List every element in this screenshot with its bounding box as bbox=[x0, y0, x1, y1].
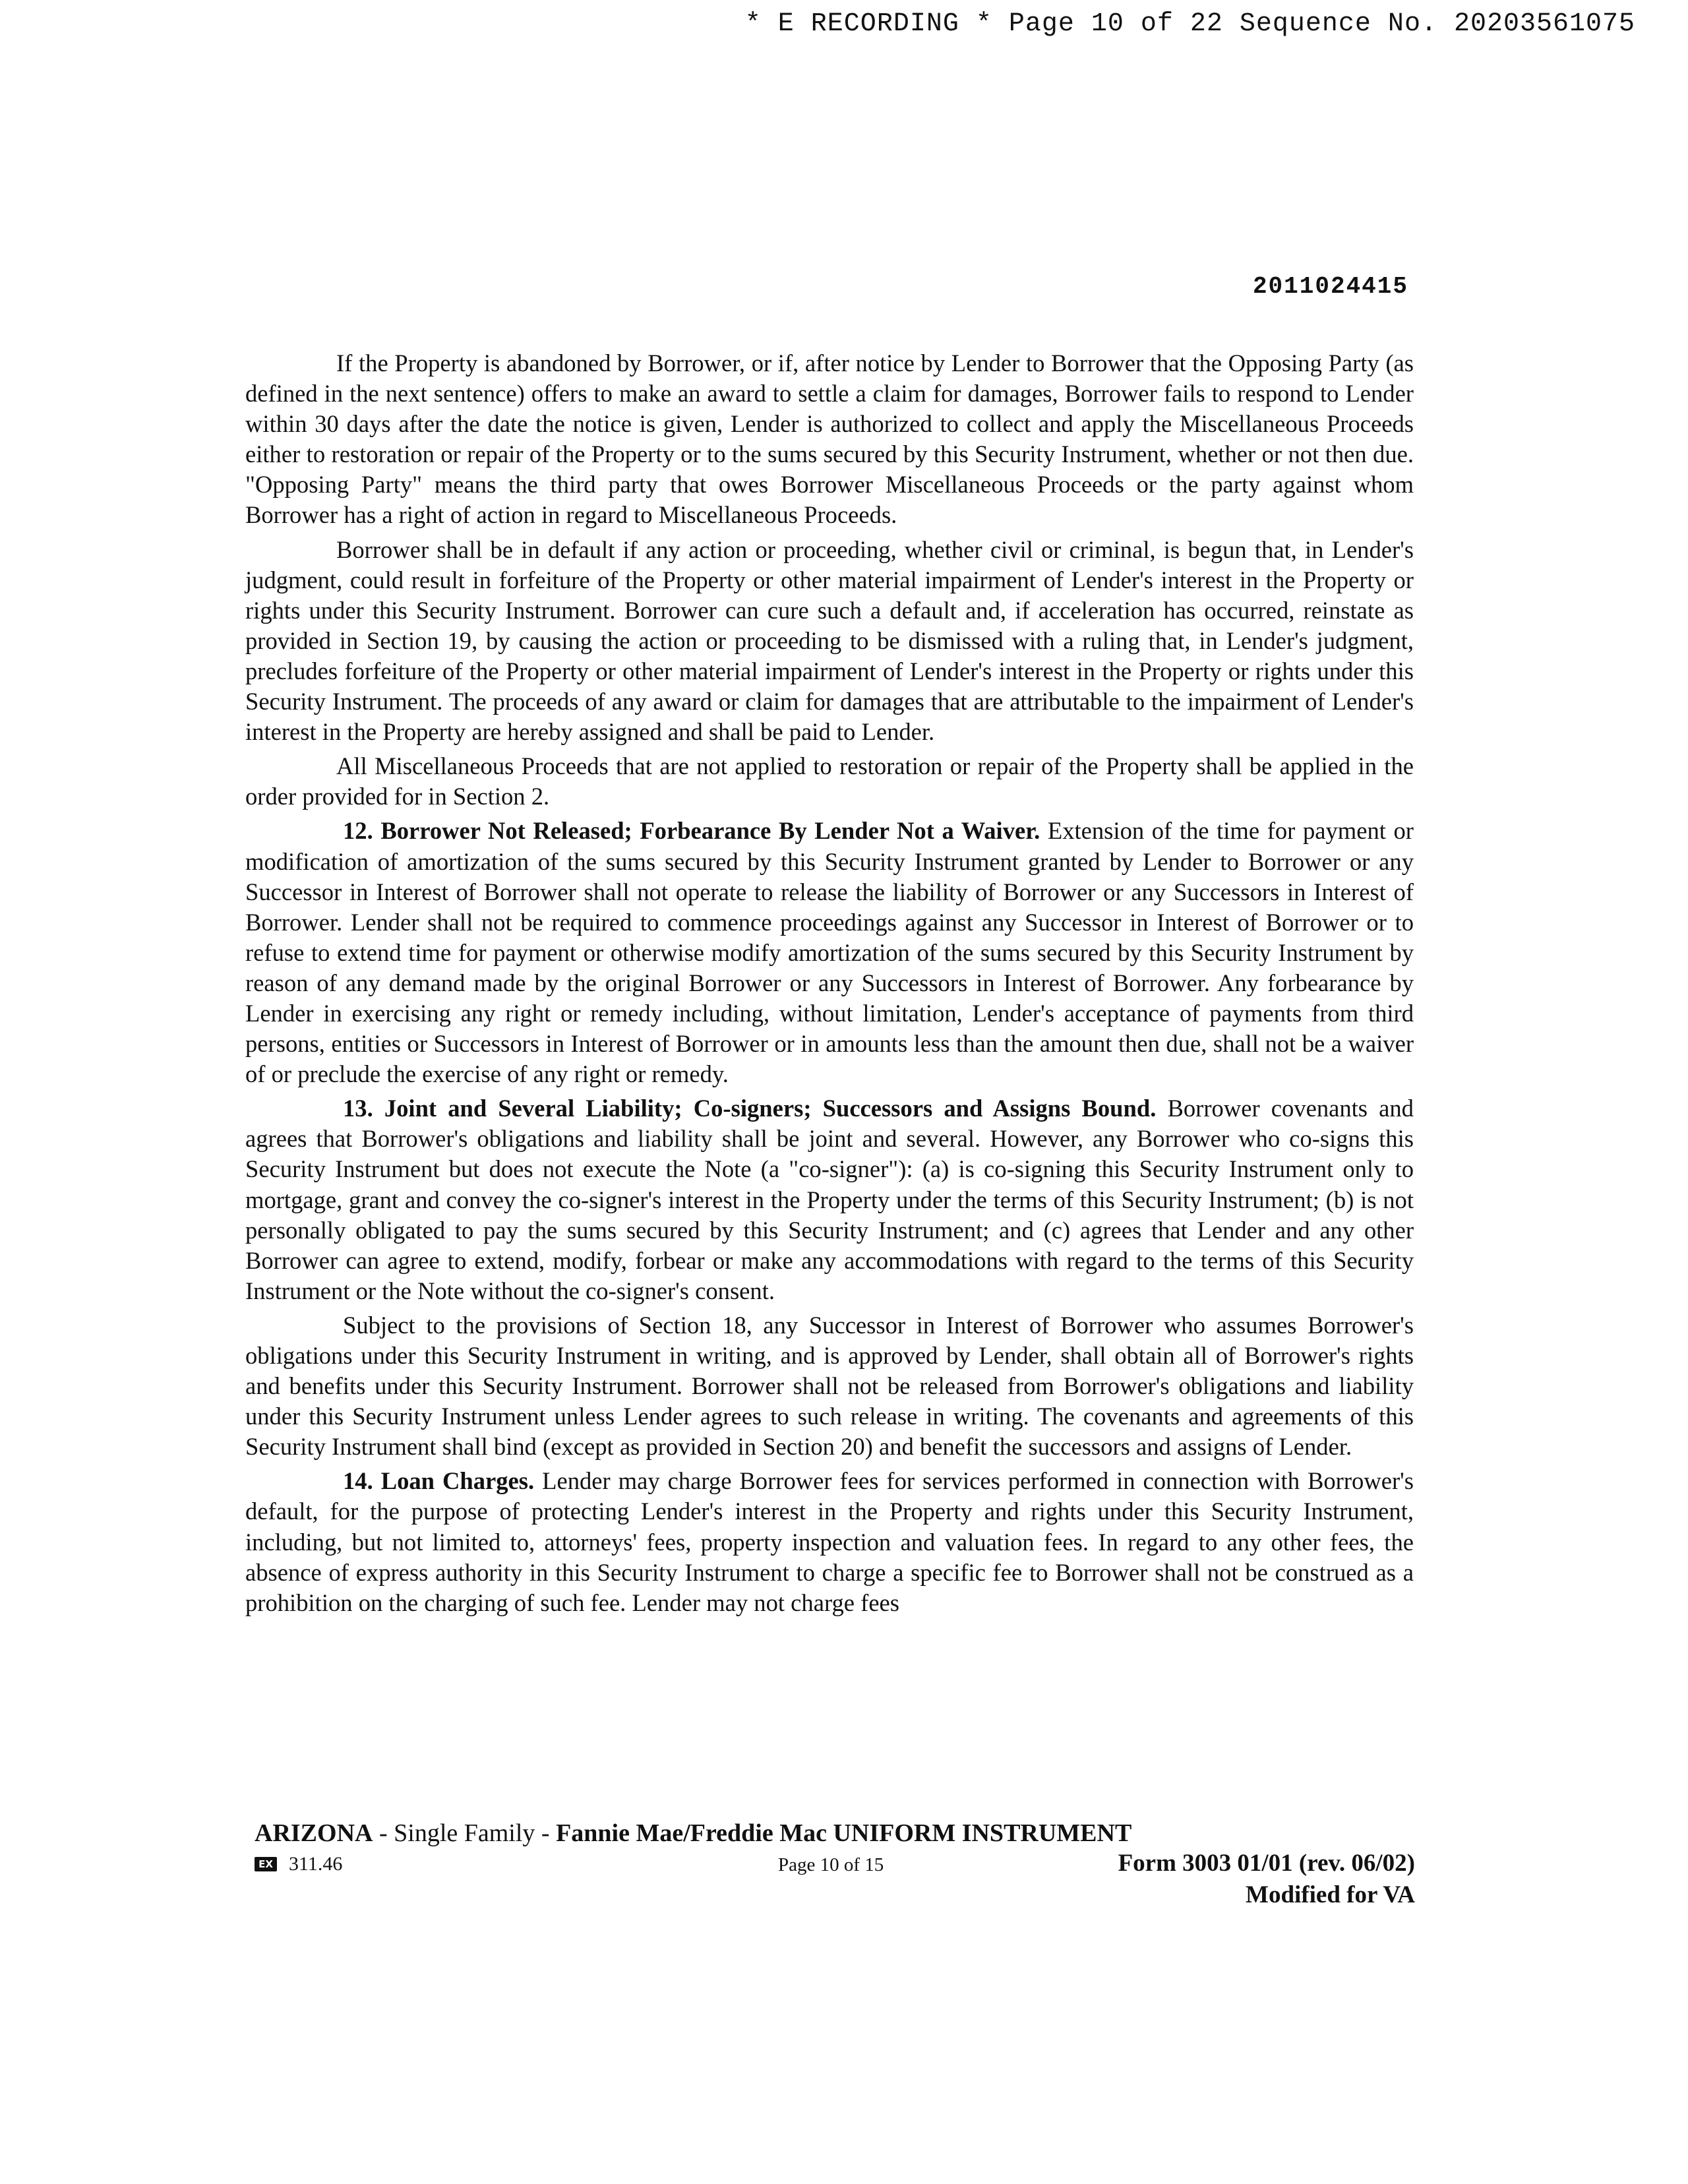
section-14 bbox=[245, 1466, 1414, 1618]
section-12 bbox=[245, 816, 1414, 1089]
modified-note: Modified for VA bbox=[1246, 1881, 1415, 1908]
recording-stamp: * E RECORDING * Page 10 of 22 Sequence No. 20203561075 bbox=[744, 9, 1635, 39]
form-code-number: 311.46 bbox=[289, 1853, 343, 1875]
footer-title bbox=[255, 1819, 1131, 1848]
paragraph bbox=[245, 348, 1414, 531]
page-number: Page 10 of 15 bbox=[778, 1854, 884, 1875]
paragraph bbox=[245, 751, 1414, 812]
paragraph bbox=[245, 535, 1414, 748]
paragraph-text: If the Property is abandoned by Borrower, or if, after notice by Lender to Borrower that the Opposing Party (as defined in the next sentence) offers to make an award to settle a claim for damages, Borrower fails to respond to Lender within 30 days after the date the notice is given, Lender is authorized to collect and apply the Miscellaneous Proceeds either to restoration or repair of the Property or to the sums secured by this Security Instrument, whether or not then due. "Opposing Party" means the third party that owes Borrower Miscellaneous Proceeds or the party against whom Borrower has a right of action in regard to Miscellaneous Proceeds. bbox=[245, 349, 1414, 529]
paragraph bbox=[245, 1310, 1414, 1462]
footer-separator: - bbox=[373, 1819, 394, 1847]
paragraph-text: All Miscellaneous Proceeds that are not applied to restoration or repair of the Property shall be applied in the order provided for in Section 2. bbox=[245, 752, 1414, 810]
paragraph-text: Subject to the provisions of Section 18, any Successor in Interest of Borrower who assumes Borrower's obligations under this Security Instrument in writing, and is approved by Lender, shall obtain all of Borrower's rights and benefits under this Security Instrument. Borrower shall not be released from Borrower's obligations and liability under this Security Instrument unless Lender agrees to such release in writing. The covenants and agreements of this Security Instrument shall bind (except as provided in Section 20) and benefit the successors and assigns of Lender. bbox=[245, 1311, 1414, 1461]
paragraph-text: Borrower covenants and agrees that Borrower's obligations and liability shall be joint and several. However, any Borrower who co-signs this Security Instrument but does not execute the Note (a "co-signer"): (a) is co-signing this Security Instrument only to mortgage, grant and convey the co-signer's interest in the Property under the terms of this Security Instrument; (b) is not personally obligated to pay the sums secured by this Security Instrument; and (c) agrees that Lender and any other Borrower can agree to extend, modify, forbear or make any accommodations with regard to the terms of this Security Instrument or the Note without the co-signer's consent. bbox=[245, 1095, 1414, 1304]
section-heading: 13. Joint and Several Liability; Co-signers; Successors and Assigns Bound. bbox=[343, 1095, 1157, 1122]
footer-row bbox=[255, 1850, 1415, 1908]
paragraph-text: Extension of the time for payment or modification of amortization of the sums secured by this Security Instrument granted by Lender to Borrower or any Successor in Interest of Borrower shall not operate to release the liability of Borrower or any Successors in Interest of Borrower. Lender shall not be required to commence proceedings against any Successor in Interest of Borrower or to refuse to extend time for payment or otherwise modify amortization of the sums secured by this Security Instrument by reason of any demand made by the original Borrower or any Successors in Interest of Borrower. Any forbearance by Lender in exercising any right or remedy including, without limitation, Lender's acceptance of payments from third persons, entities or Successors in Interest of Borrower or in amounts less than the amount then due, shall not be a waiver of or preclude the exercise of any right or remedy. bbox=[245, 817, 1414, 1088]
section-heading: 12. Borrower Not Released; Forbearance By Lender Not a Waiver. bbox=[343, 817, 1040, 845]
footer-family: Single Family bbox=[394, 1819, 535, 1847]
document-body bbox=[245, 348, 1414, 1622]
paragraph-text: Borrower shall be in default if any action or proceeding, whether civil or criminal, is begun that, in Lender's judgment, could result in forfeiture of the Property or other material impairment of Lender's interest in the Property or rights under this Security Instrument. Borrower can cure such a default and, if acceleration has occurred, reinstate as provided in Section 19, by causing the action or proceeding to be dismissed with a ruling that, in Lender's judgment, precludes forfeiture of the Property or other material impairment of Lender's interest in the Property or rights under this Security Instrument. The proceeds of any award or claim for damages that are attributable to the impairment of Lender's interest in the Property are hereby assigned and shall be paid to Lender. bbox=[245, 535, 1414, 746]
footer-separator: - bbox=[535, 1819, 557, 1847]
section-heading: 14. Loan Charges. bbox=[343, 1467, 535, 1495]
document-number: 2011024415 bbox=[1252, 273, 1408, 300]
form-code bbox=[255, 1853, 342, 1875]
section-13 bbox=[245, 1093, 1414, 1306]
form-number: Form 3003 01/01 (rev. 06/02) bbox=[1118, 1850, 1415, 1877]
paragraph-text: Lender may charge Borrower fees for services performed in connection with Borrower's default, for the purpose of protecting Lender's interest in the Property and rights under this Security Instrument, including, but not limited to, attorneys' fees, property inspection and valuation fees. In regard to any other fees, the absence of express authority in this Security Instrument to charge a specific fee to Borrower shall not be construed as a prohibition on the charging of such fee. Lender may not charge fees bbox=[245, 1467, 1414, 1616]
footer-instrument: Fannie Mae/Freddie Mac UNIFORM INSTRUMENT bbox=[556, 1819, 1132, 1847]
form-id bbox=[1118, 1848, 1415, 1911]
footer-state: ARIZONA bbox=[255, 1819, 373, 1847]
ex-logo-icon: EX bbox=[255, 1857, 277, 1871]
